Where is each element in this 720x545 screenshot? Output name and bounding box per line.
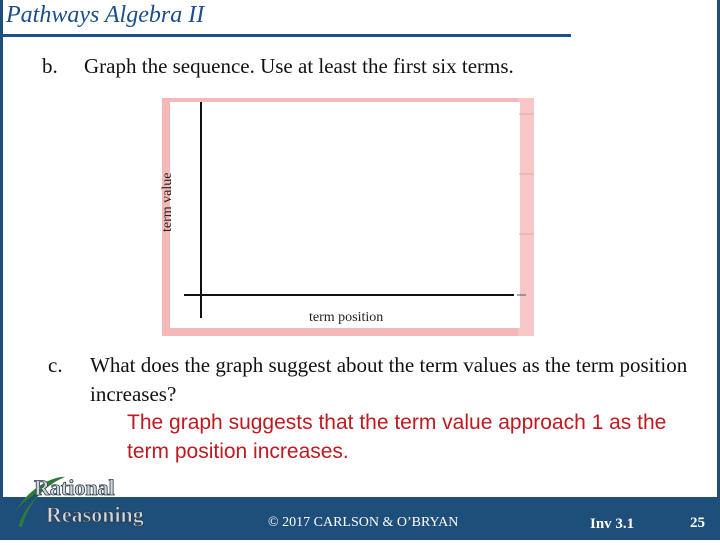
y-axis-label: term value [160, 172, 175, 232]
logo-word-1: Rational [34, 475, 115, 500]
question-c-text: What does the graph suggest about the term values as the term position increases? [90, 353, 688, 406]
question-c-answer: The graph suggests that the term value approach 1 as the term position increases. [127, 411, 667, 463]
x-axis-label: term position [309, 310, 384, 325]
footer-section: Inv 3.1 [590, 516, 635, 532]
question-b-text: Graph the sequence. Use at least the first six terms. [84, 54, 514, 78]
footer-copyright: © 2017 CARLSON & O’BRYAN [268, 515, 459, 530]
footer-page-number: 25 [690, 515, 705, 531]
question-b-letter: b. [42, 54, 58, 78]
question-c-letter: c. [48, 353, 63, 377]
rational-reasoning-logo [0, 465, 180, 540]
slide-title: Pathways Algebra II [6, 2, 205, 28]
logo-graphic [0, 465, 180, 540]
logo-word-2: Reasoning [46, 502, 144, 527]
